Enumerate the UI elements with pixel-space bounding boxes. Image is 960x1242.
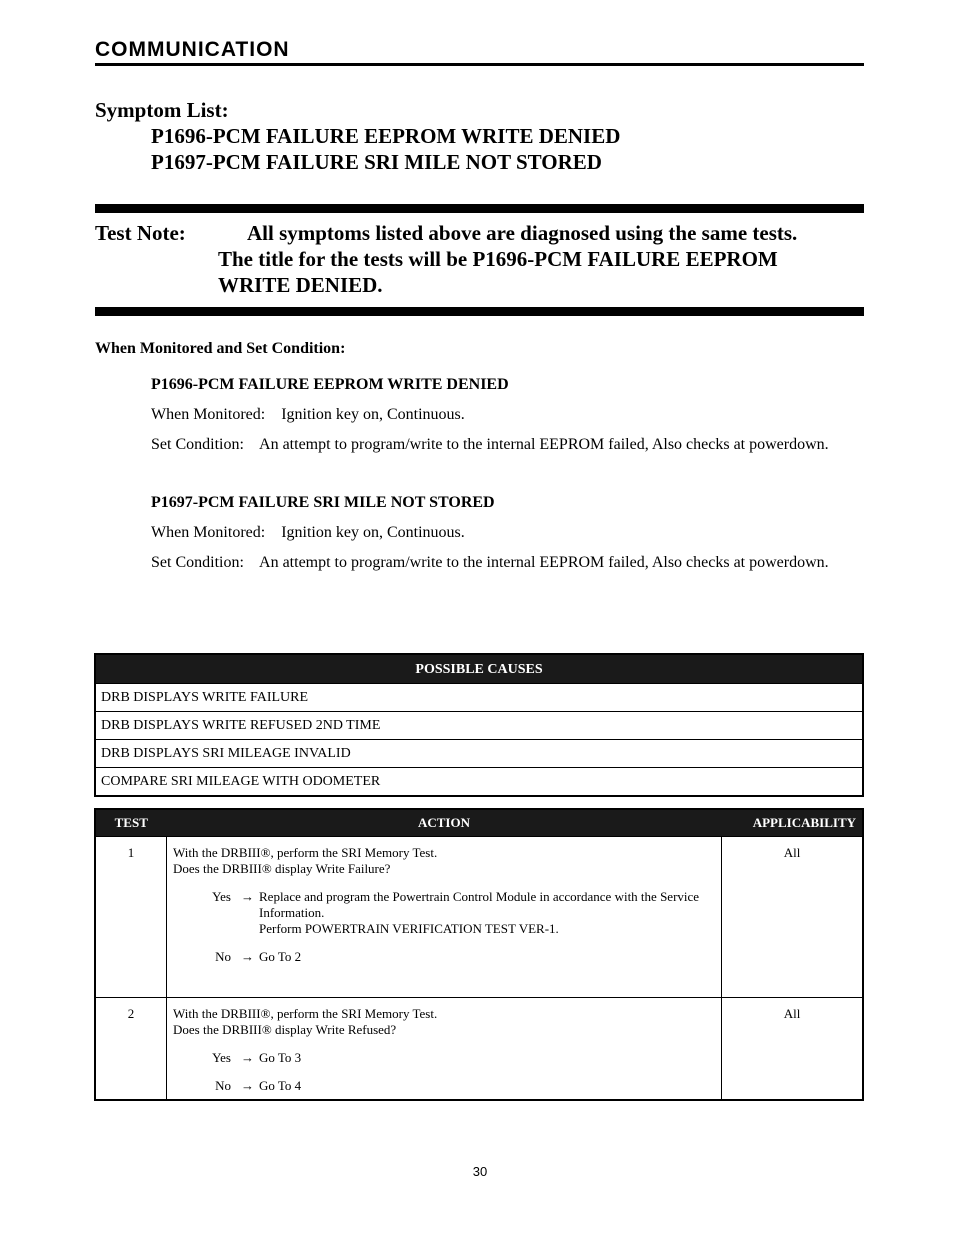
table-row [95,837,863,998]
arrow-icon: → [241,1078,254,1093]
cause-item: DRB DISPLAYS SRI MILEAGE INVALID [96,739,862,767]
arrow-icon: → [241,949,254,964]
header-applicability: APPLICABILITY [722,809,864,837]
cause-item: DRB DISPLAYS WRITE REFUSED 2ND TIME [96,711,862,739]
possible-causes-heading: POSSIBLE CAUSES [96,655,862,683]
arrow-icon: → [241,1050,254,1065]
action-question: Does the DRBIII® display Write Failure? [173,861,391,876]
test-note-label: Test Note: [95,221,186,245]
table-row [95,998,863,1100]
no-label: No [215,1078,231,1093]
possible-causes-box [94,653,864,797]
cause-item: DRB DISPLAYS WRITE FAILURE [96,683,862,711]
header-test: TEST [95,809,167,837]
code-title: P1697-PCM FAILURE SRI MILE NOT STORED [151,494,495,511]
code-title: P1696-PCM FAILURE EEPROM WRITE DENIED [151,376,509,393]
no-branch [173,1078,715,1094]
divider-rule [95,307,864,316]
header-action: ACTION [167,809,722,837]
test-number: 2 [95,998,167,1100]
no-action: Go To 4 [259,1078,302,1093]
monitored-heading: When Monitored and Set Condition: [95,340,346,357]
yes-action: Go To 3 [259,1050,302,1065]
no-label: No [215,949,231,964]
tests-header-row [95,809,863,837]
symptom-list-heading: Symptom List: [95,98,229,122]
test-note-line: All symptoms listed above are diagnosed using the same tests. [247,221,798,245]
applicability-cell: All [722,998,864,1100]
test-note-line: The title for the tests will be P1696-PCM FAILURE EEPROM [218,247,778,271]
test-number: 1 [95,837,167,998]
when-monitored: When Monitored: Ignition key on, Continuous. [151,406,465,423]
when-monitored: When Monitored: Ignition key on, Continuous. [151,524,465,541]
section-title: COMMUNICATION [95,38,290,61]
action-cell [167,998,722,1100]
yes-label: Yes [212,889,231,904]
action-question: Does the DRBIII® display Write Refused? [173,1022,397,1037]
action-step: With the DRBIII®, perform the SRI Memory Test. [173,845,438,860]
arrow-icon: → [241,889,254,904]
symptom-item: P1696-PCM FAILURE EEPROM WRITE DENIED [151,124,621,148]
divider-rule [95,204,864,213]
action-step: With the DRBIII®, perform the SRI Memory Test. [173,1006,438,1021]
yes-branch [173,1050,715,1066]
set-condition: Set Condition: An attempt to program/write to the internal EEPROM failed, Also checks at powerdown. [151,436,829,453]
cause-item: COMPARE SRI MILEAGE WITH ODOMETER [96,767,862,795]
no-action: Go To 2 [259,949,302,964]
symptom-item: P1697-PCM FAILURE SRI MILE NOT STORED [151,150,602,174]
yes-branch [173,889,715,937]
yes-action: Replace and program the Powertrain Control Module in accordance with the Service Information. Perform POWERTRAIN VERIFICATION TEST VER-1. [259,889,700,936]
page-number: 30 [472,1164,488,1179]
set-condition: Set Condition: An attempt to program/write to the internal EEPROM failed, Also checks at powerdown. [151,554,829,571]
applicability-cell: All [722,837,864,998]
tests-table [94,808,864,1101]
test-note-line: WRITE DENIED. [218,273,383,297]
header-rule [95,63,864,66]
no-branch [173,949,715,965]
action-cell [167,837,722,998]
yes-label: Yes [212,1050,231,1065]
